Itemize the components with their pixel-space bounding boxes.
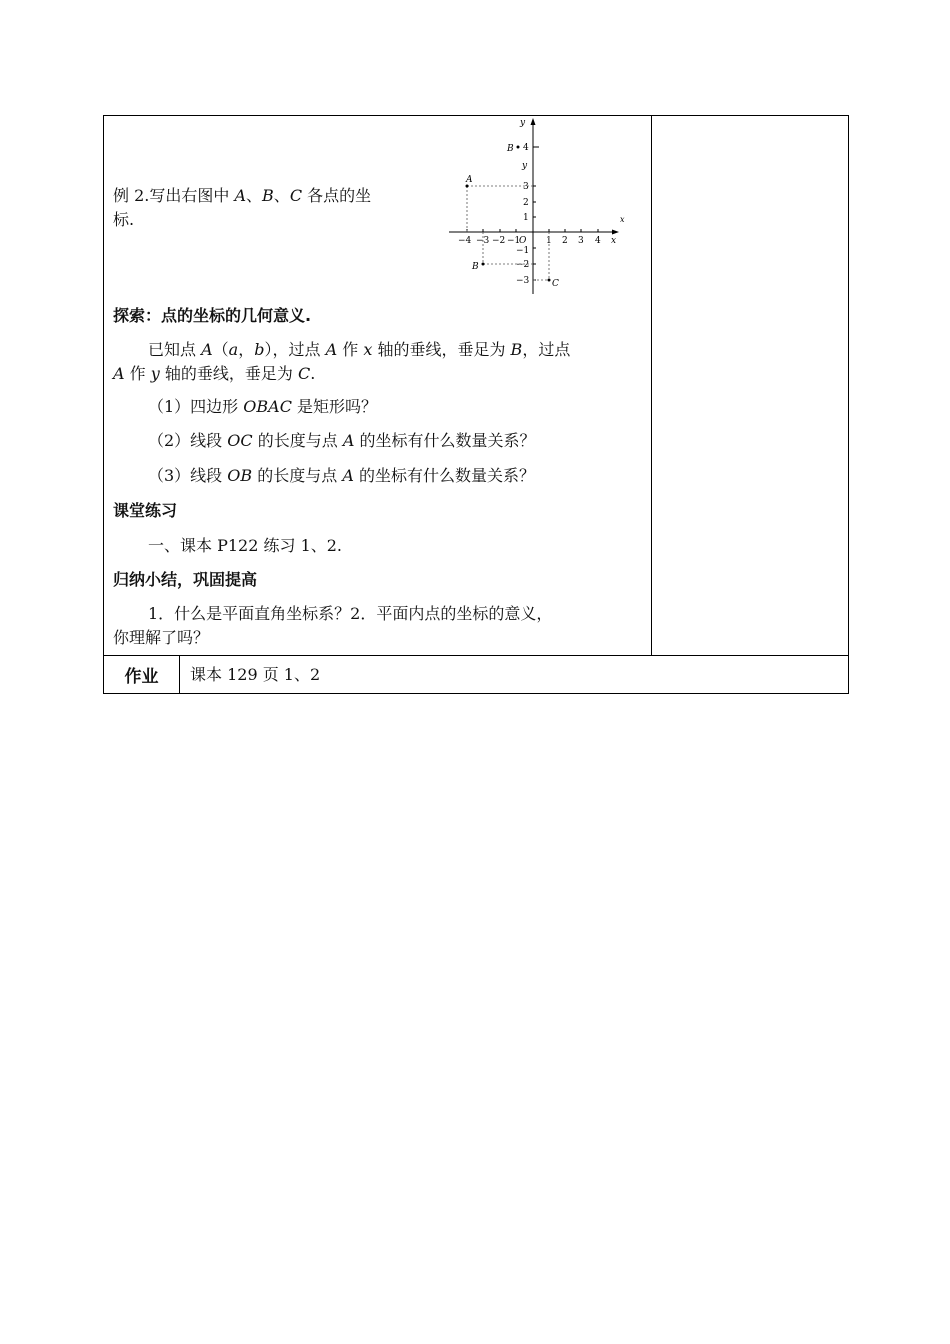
x-tick-label: 4 bbox=[595, 236, 601, 246]
x-tick-label: −2 bbox=[492, 236, 506, 246]
example-line-1: 例 2.写出右图中 A、B、C 各点的坐 bbox=[113, 186, 372, 205]
point-c bbox=[548, 279, 551, 282]
question-3: （3）线段 OB 的长度与点 A 的坐标有什么数量关系？ bbox=[148, 466, 535, 485]
x-tick-label: 3 bbox=[578, 236, 584, 246]
y-tick-label: 3 bbox=[523, 182, 529, 192]
x-tick-label: −1 bbox=[507, 236, 521, 246]
y-axis-label-inner: y bbox=[522, 161, 528, 171]
stray-x-label: x bbox=[620, 215, 625, 224]
homework-content: 课本 129 页 1、2 bbox=[180, 656, 849, 694]
point-c-label: C bbox=[552, 279, 559, 289]
y-tick-label: −1 bbox=[516, 246, 530, 256]
y-tick-label: 1 bbox=[523, 213, 529, 223]
summary-line-2: 你理解了吗？ bbox=[113, 628, 210, 647]
x-tick-label: −4 bbox=[458, 236, 472, 246]
homework-label: 作业 bbox=[104, 656, 180, 694]
lesson-content-cell bbox=[104, 116, 652, 656]
origin-label: O bbox=[519, 236, 527, 246]
x-axis-label: x bbox=[611, 236, 617, 246]
notes-cell bbox=[652, 116, 849, 656]
x-tick-label: −3 bbox=[476, 236, 490, 246]
coordinate-figure bbox=[444, 116, 634, 296]
y-tick-label: 4 bbox=[523, 143, 529, 153]
y-tick-label: −2 bbox=[516, 260, 530, 270]
x-tick-label: 2 bbox=[562, 236, 568, 246]
practice-heading: 课堂练习 bbox=[113, 501, 178, 520]
y-tick-label: −3 bbox=[516, 276, 530, 286]
x-tick-label: 1 bbox=[546, 236, 552, 246]
explore-heading: 探索：点的坐标的几何意义. bbox=[113, 306, 312, 325]
question-1: （1）四边形 OBAC 是矩形吗？ bbox=[148, 397, 378, 416]
y-tick-label: 2 bbox=[523, 198, 529, 208]
lesson-table bbox=[103, 115, 849, 694]
point-b-lower-label: B bbox=[472, 262, 479, 272]
summary-heading: 归纳小结，巩固提高 bbox=[113, 570, 258, 589]
summary-line-1: 1．什么是平面直角坐标系？2．平面内点的坐标的意义， bbox=[148, 604, 553, 623]
explore-paragraph-line-1: 已知点 A（a，b），过点 A 作 x 轴的垂线，垂足为 B，过点 bbox=[148, 340, 571, 359]
example-line-2: 标. bbox=[113, 210, 135, 229]
question-2: （2）线段 OC 的长度与点 A 的坐标有什么数量关系？ bbox=[148, 431, 536, 450]
y-axis-label: y bbox=[520, 118, 526, 128]
explore-paragraph-line-2: A 作 y 轴的垂线，垂足为 C. bbox=[113, 364, 316, 383]
point-b-lower bbox=[482, 263, 485, 266]
practice-item: 一、课本 P122 练习 1、2. bbox=[148, 536, 343, 555]
point-b-upper-label: B bbox=[507, 144, 514, 154]
point-a-label: A bbox=[466, 175, 473, 185]
point-b-upper bbox=[517, 146, 520, 149]
